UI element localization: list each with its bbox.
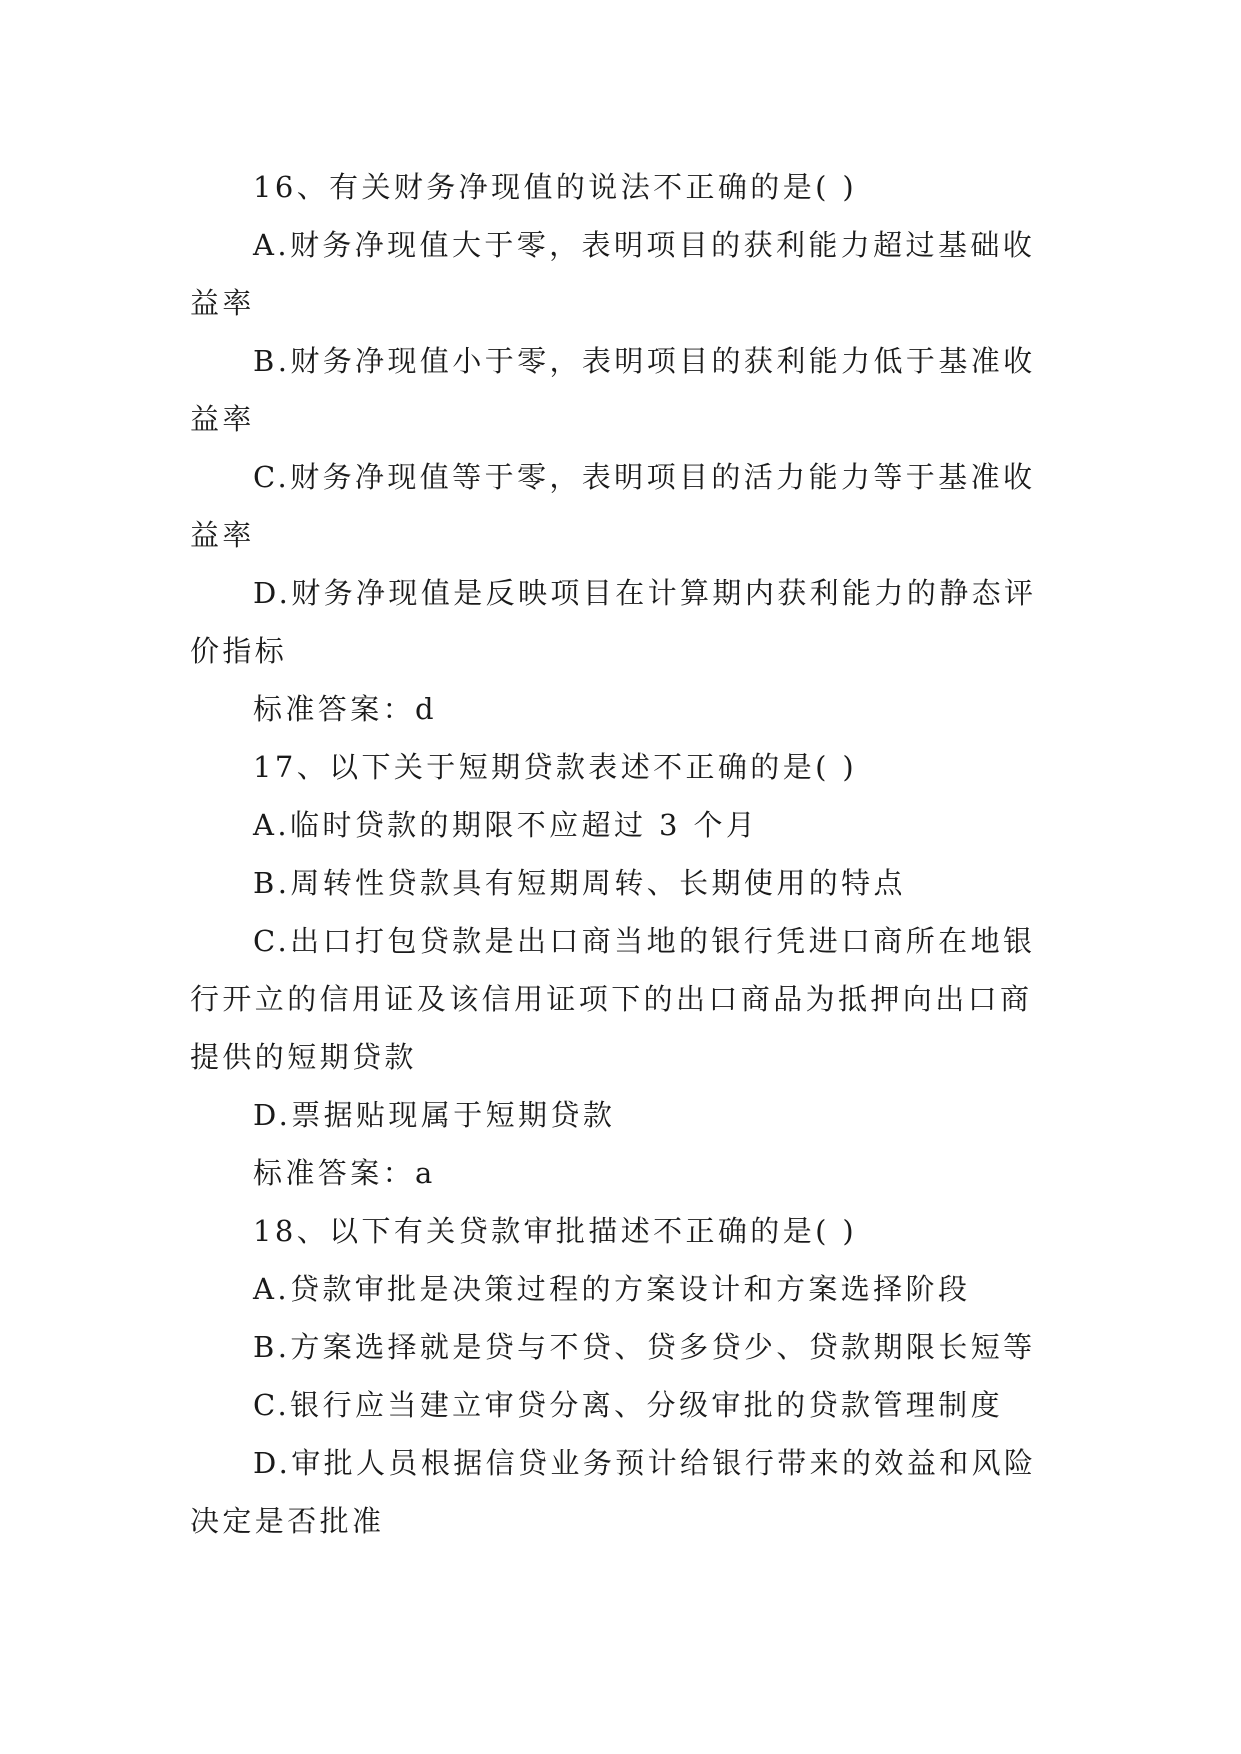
question-17-option-b: B.周转性贷款具有短期周转、长期使用的特点 — [253, 866, 906, 900]
question-17-option-c: C.出口打包贷款是出口商当地的银行凭进口商所在地银行开立的信用证及该信用证项下的出口商品为抵押向出口商提供的短期贷款 — [190, 924, 1036, 1074]
question-17-option-a: A.临时贷款的期限不应超过 3 个月 — [253, 808, 759, 842]
question-16-option-d: D.财务净现值是反映项目在计算期内获利能力的静态评价指标 — [190, 576, 1037, 668]
question-18-stem: 18、以下有关贷款审批描述不正确的是( ) — [253, 1214, 858, 1248]
question-16-option-c: C.财务净现值等于零，表明项目的活力能力等于基准收益率 — [190, 460, 1036, 552]
question-16-option-b: B.财务净现值小于零，表明项目的获利能力低于基准收益率 — [190, 344, 1036, 436]
question-16-option-a: A.财务净现值大于零，表明项目的获利能力超过基础收益率 — [190, 228, 1036, 320]
document-page — [190, 158, 1058, 1550]
question-18-option-b: B.方案选择就是贷与不贷、贷多贷少、贷款期限长短等 — [253, 1330, 1036, 1364]
question-16-answer: 标准答案：d — [253, 692, 437, 726]
question-18-option-c: C.银行应当建立审贷分离、分级审批的贷款管理制度 — [253, 1388, 1003, 1422]
question-17-stem: 17、以下关于短期贷款表述不正确的是( ) — [253, 750, 858, 784]
question-17-option-d: D.票据贴现属于短期贷款 — [253, 1098, 616, 1132]
question-17-answer: 标准答案：a — [253, 1156, 436, 1190]
question-18-option-d: D.审批人员根据信贷业务预计给银行带来的效益和风险决定是否批准 — [190, 1446, 1037, 1538]
question-16-stem: 16、有关财务净现值的说法不正确的是( ) — [253, 170, 858, 204]
question-18-option-a: A.贷款审批是决策过程的方案设计和方案选择阶段 — [253, 1272, 971, 1306]
